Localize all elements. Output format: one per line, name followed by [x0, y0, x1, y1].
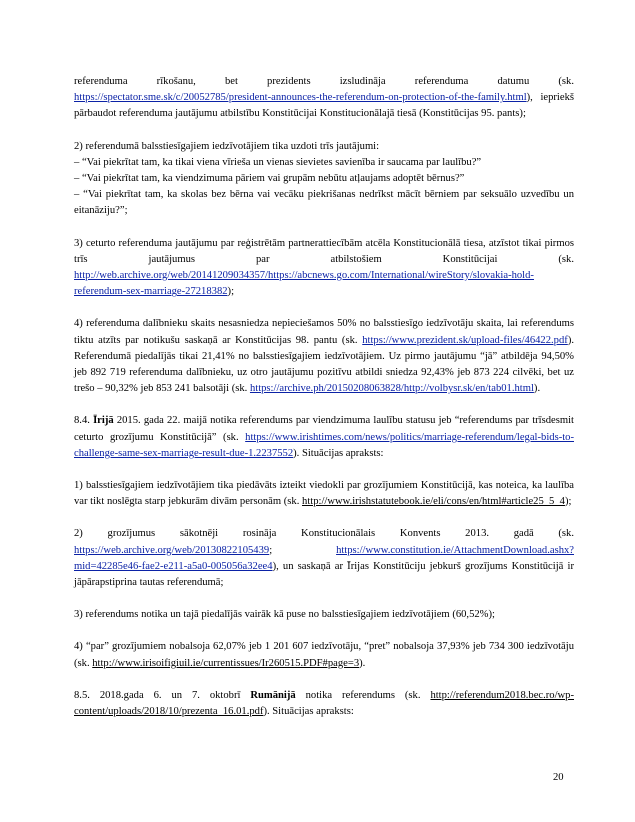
- reference-link[interactable]: https://spectator.sme.sk/c/20052785/president-announces-the-referendum-on-protection-of-the-family.html: [74, 92, 527, 104]
- text-run: 2) grozījumus sākotnēji rosināja Konstitucionālais Konvents 2013. gadā (sk.: [74, 528, 574, 540]
- text-run: ). Situācijas apraksts:: [263, 706, 354, 718]
- text-run: 1) balsstiesīgajiem iedzīvotājiem tika piedāvāts izteikt viedokli par grozījumiem Konstitūcijā, kas noteica, ka laulība var tikt noslēgta starp jebkurām divām personām (sk.: [74, 480, 574, 508]
- reference-url: http://referendum2018.bec.ro/wp-content/uploads/2018/10/prezenta_16.01.pdf: [74, 689, 574, 718]
- text-run: );: [227, 286, 235, 298]
- paragraph-p10: [74, 688, 574, 720]
- text-run: 2015. gada 22. maijā notika referendums par viendzimuma laulību statusu jeb “referendums par trīsdesmit ceturto grozījumu Konstitūcijā” (sk.: [74, 415, 574, 443]
- text-run: referenduma rīkošanu, bet prezidents izsludināja referenduma datumu (sk.: [74, 76, 574, 87]
- reference-link[interactable]: https://archive.ph/20150208063828/http://volbysr.sk/en/tab01.html: [249, 383, 534, 395]
- text-run: ;: [269, 544, 337, 556]
- text-run: 3) ceturto referenduma jautājumu par reģistrētām partnerattiecībām atcēla Konstitucionālā tiesa, atzīstot tikai pirmos trīs jautājumus par atbilstošiem Konstitūcijai (sk.: [74, 237, 574, 265]
- text-run: notika referendums (sk.: [295, 689, 431, 701]
- paragraph-p6: [74, 478, 574, 510]
- text-run: ). Referendumā piedalījās tikai 21,41% no balsstiesīgajiem iedzīvotājiem. Uz pirmo jautājumu “jā” atbildēja 94,50% jeb 892 719 referenduma dalībnieku, uz otro jautājumu pozitīvu atbildi sniedza 92,43% jeb 873 224 cilvēki, bet uz trešo – 90,32% jeb 853 241 balsotāji (sk.: [74, 334, 574, 395]
- paragraph-line: – “Vai piekrītat tam, ka tikai viena vīrieša un vienas sievietes savienība ir saucama par laulību?”: [74, 156, 482, 168]
- paragraph-line: – “Vai piekrītat tam, ka viendzimuma pāriem vai grupām nebūtu atļaujams adoptēt bērnus?”: [74, 173, 465, 185]
- paragraph-p4: [74, 316, 574, 397]
- country-name: Rumānijā: [250, 689, 296, 701]
- text-run: );: [564, 496, 572, 508]
- paragraph-p8: [74, 607, 574, 623]
- text-run: ).: [533, 383, 541, 395]
- page-number: 20: [553, 772, 564, 783]
- reference-url: http://www.irisoifigiuil.ie/currentissues/Ir260515.PDF#page=3: [92, 657, 360, 669]
- country-name: Īrijā: [93, 415, 114, 427]
- paragraph-p5: [74, 413, 574, 462]
- reference-link[interactable]: https://www.prezident.sk/upload-files/46422.pdf: [362, 334, 568, 346]
- text-run: ), un saskaņā ar Īrijas Konstitūciju jebkurš grozījums Konstitūcijā ir jāpārapstiprina tautas referendumā;: [74, 560, 574, 589]
- paragraph-line: 2) referendumā balsstiesīgajiem iedzīvotājiem tika uzdoti trīs jautājumi:: [74, 140, 380, 152]
- paragraph-p2: [74, 139, 574, 220]
- text-run: 3) referendums notika un tajā piedalījās vairāk kā puse no balsstiesīgajiem iedzīvotājiem (60,52%);: [74, 609, 495, 621]
- text-run: 8.5. 2018.gada 6. un 7. oktobrī: [74, 689, 251, 701]
- text-run: ), iepriekš pārbaudot referenduma jautājumu atbilstību Konstitūcijai Konstitucionālajā tiesā (Konstitūcijas 95. pants);: [74, 92, 574, 120]
- reference-link[interactable]: https://web.archive.org/web/20130822105439: [74, 544, 270, 556]
- text-run: 8.4.: [74, 415, 94, 427]
- text-run: ). Situācijas apraksts:: [293, 447, 384, 459]
- text-run: 4) “par” grozījumiem nobalsoja 62,07% jeb 1 201 607 iedzīvotāju, “pret” nobalsoja 37,93% jeb 734 300 iedzīvotāju (sk.: [74, 641, 574, 669]
- text-run: ).: [359, 657, 366, 669]
- document-body: [74, 74, 574, 720]
- reference-link[interactable]: https://www.constitution.ie/AttachmentDownload.ashx?mid=42285e46-fae2-e211-a5a0-005056a32ee4: [74, 544, 574, 572]
- paragraph-line: – “Vai piekrītat tam, ka skolas bez bērna vai vecāku piekrišanas nedrīkst mācīt bērniem par seksuālo uzvedību un eitanāziju?”;: [74, 189, 574, 217]
- reference-link[interactable]: http://web.archive.org/web/20141209034357/https://abcnews.go.com/International/wireStory/slovakia-hold-referendum-sex-marriage-27218382: [74, 270, 534, 298]
- reference-link[interactable]: https://www.irishtimes.com/news/politics/marriage-referendum/legal-bids-to-challenge-same-sex-marriage-result-due-1.2237552: [74, 431, 574, 459]
- paragraph-p9: [74, 639, 574, 671]
- text-run: 4) referenduma dalībnieku skaits nesasniedza nepieciešamos 50% no balsstiesīgo iedzīvotāju skaita, lai referendums tiktu atzīts par notikušu saskaņā ar Konstitūcijas 98. pantu (sk.: [74, 318, 574, 346]
- paragraph-p3: [74, 236, 574, 301]
- paragraph-p1: [74, 74, 574, 123]
- reference-url: http://www.irishstatutebook.ie/eli/cons/en/html#article25_5_4: [302, 496, 565, 508]
- paragraph-p7: [74, 526, 574, 591]
- document-page: [74, 74, 574, 736]
